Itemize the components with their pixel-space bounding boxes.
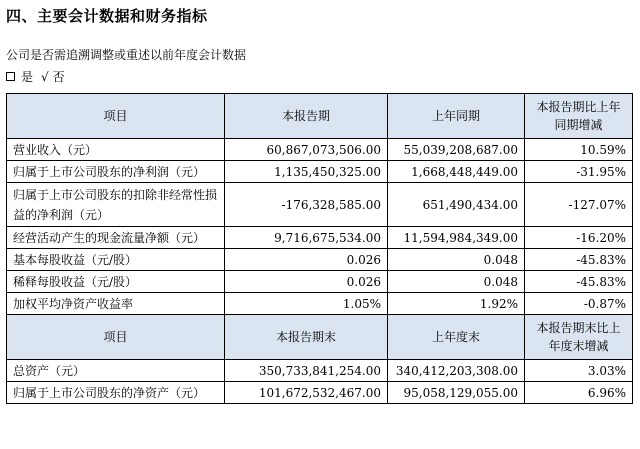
row-item: 归属于上市公司股东的净资产（元） (7, 382, 225, 404)
checkmark-icon: √ (41, 69, 49, 84)
row-prior: 95,058,129,055.00 (388, 382, 525, 404)
table-row (7, 382, 633, 404)
row-change: -45.83% (525, 249, 633, 271)
row-current: 60,867,073,506.00 (225, 139, 388, 161)
row-item: 营业收入（元） (7, 139, 225, 161)
header-prior-year-end: 上年度末 (388, 315, 525, 360)
answer-yes: 是 (21, 70, 34, 84)
row-item: 总资产（元） (7, 360, 225, 382)
table-row (7, 227, 633, 249)
section-title: 四、主要会计数据和财务指标 (6, 7, 208, 25)
table-row (7, 161, 633, 183)
row-prior: 0.048 (388, 271, 525, 293)
row-item: 归属于上市公司股东的扣除非经常性损益的净利润（元） (7, 183, 225, 227)
header-item: 项目 (7, 94, 225, 139)
row-change: -31.95% (525, 161, 633, 183)
row-change: -16.20% (525, 227, 633, 249)
restatement-question: 公司是否需追溯调整或重述以前年度会计数据 (6, 48, 247, 62)
header-period-end: 本报告期末 (225, 315, 388, 360)
row-current: 350,733,841,254.00 (225, 360, 388, 382)
row-current: 0.026 (225, 271, 388, 293)
header-change: 本报告期比上年同期增减 (525, 94, 633, 139)
row-prior: 340,412,203,308.00 (388, 360, 525, 382)
row-current: 1,135,450,325.00 (225, 161, 388, 183)
row-change: -0.87% (525, 293, 633, 315)
checkbox-icon (6, 72, 15, 81)
row-current: 0.026 (225, 249, 388, 271)
answer-no: 否 (52, 70, 65, 84)
row-current: 101,672,532,467.00 (225, 382, 388, 404)
row-current: 1.05% (225, 293, 388, 315)
table-header-row (7, 315, 633, 360)
header-current-period: 本报告期 (225, 94, 388, 139)
row-item: 经营活动产生的现金流量净额（元） (7, 227, 225, 249)
table-row (7, 271, 633, 293)
row-prior: 1,668,448,449.00 (388, 161, 525, 183)
row-change: 10.59% (525, 139, 633, 161)
table-row (7, 183, 633, 227)
row-prior: 651,490,434.00 (388, 183, 525, 227)
row-prior: 11,594,984,349.00 (388, 227, 525, 249)
row-change: 6.96% (525, 382, 633, 404)
row-item: 加权平均净资产收益率 (7, 293, 225, 315)
row-current: 9,716,675,534.00 (225, 227, 388, 249)
row-change: -45.83% (525, 271, 633, 293)
header-item: 项目 (7, 315, 225, 360)
row-change: 3.03% (525, 360, 633, 382)
row-item: 基本每股收益（元/股） (7, 249, 225, 271)
row-prior: 55,039,208,687.00 (388, 139, 525, 161)
row-item: 稀释每股收益（元/股） (7, 271, 225, 293)
table-header-row (7, 94, 633, 139)
financial-data-table (6, 93, 633, 404)
row-current: -176,328,585.00 (225, 183, 388, 227)
row-item: 归属于上市公司股东的净利润（元） (7, 161, 225, 183)
header-change: 本报告期末比上年度末增减 (525, 315, 633, 360)
row-prior: 0.048 (388, 249, 525, 271)
table-row (7, 360, 633, 382)
row-prior: 1.92% (388, 293, 525, 315)
table-row (7, 249, 633, 271)
header-prior-period: 上年同期 (388, 94, 525, 139)
table-row (7, 293, 633, 315)
restatement-answer (6, 68, 65, 85)
row-change: -127.07% (525, 183, 633, 227)
table-row (7, 139, 633, 161)
